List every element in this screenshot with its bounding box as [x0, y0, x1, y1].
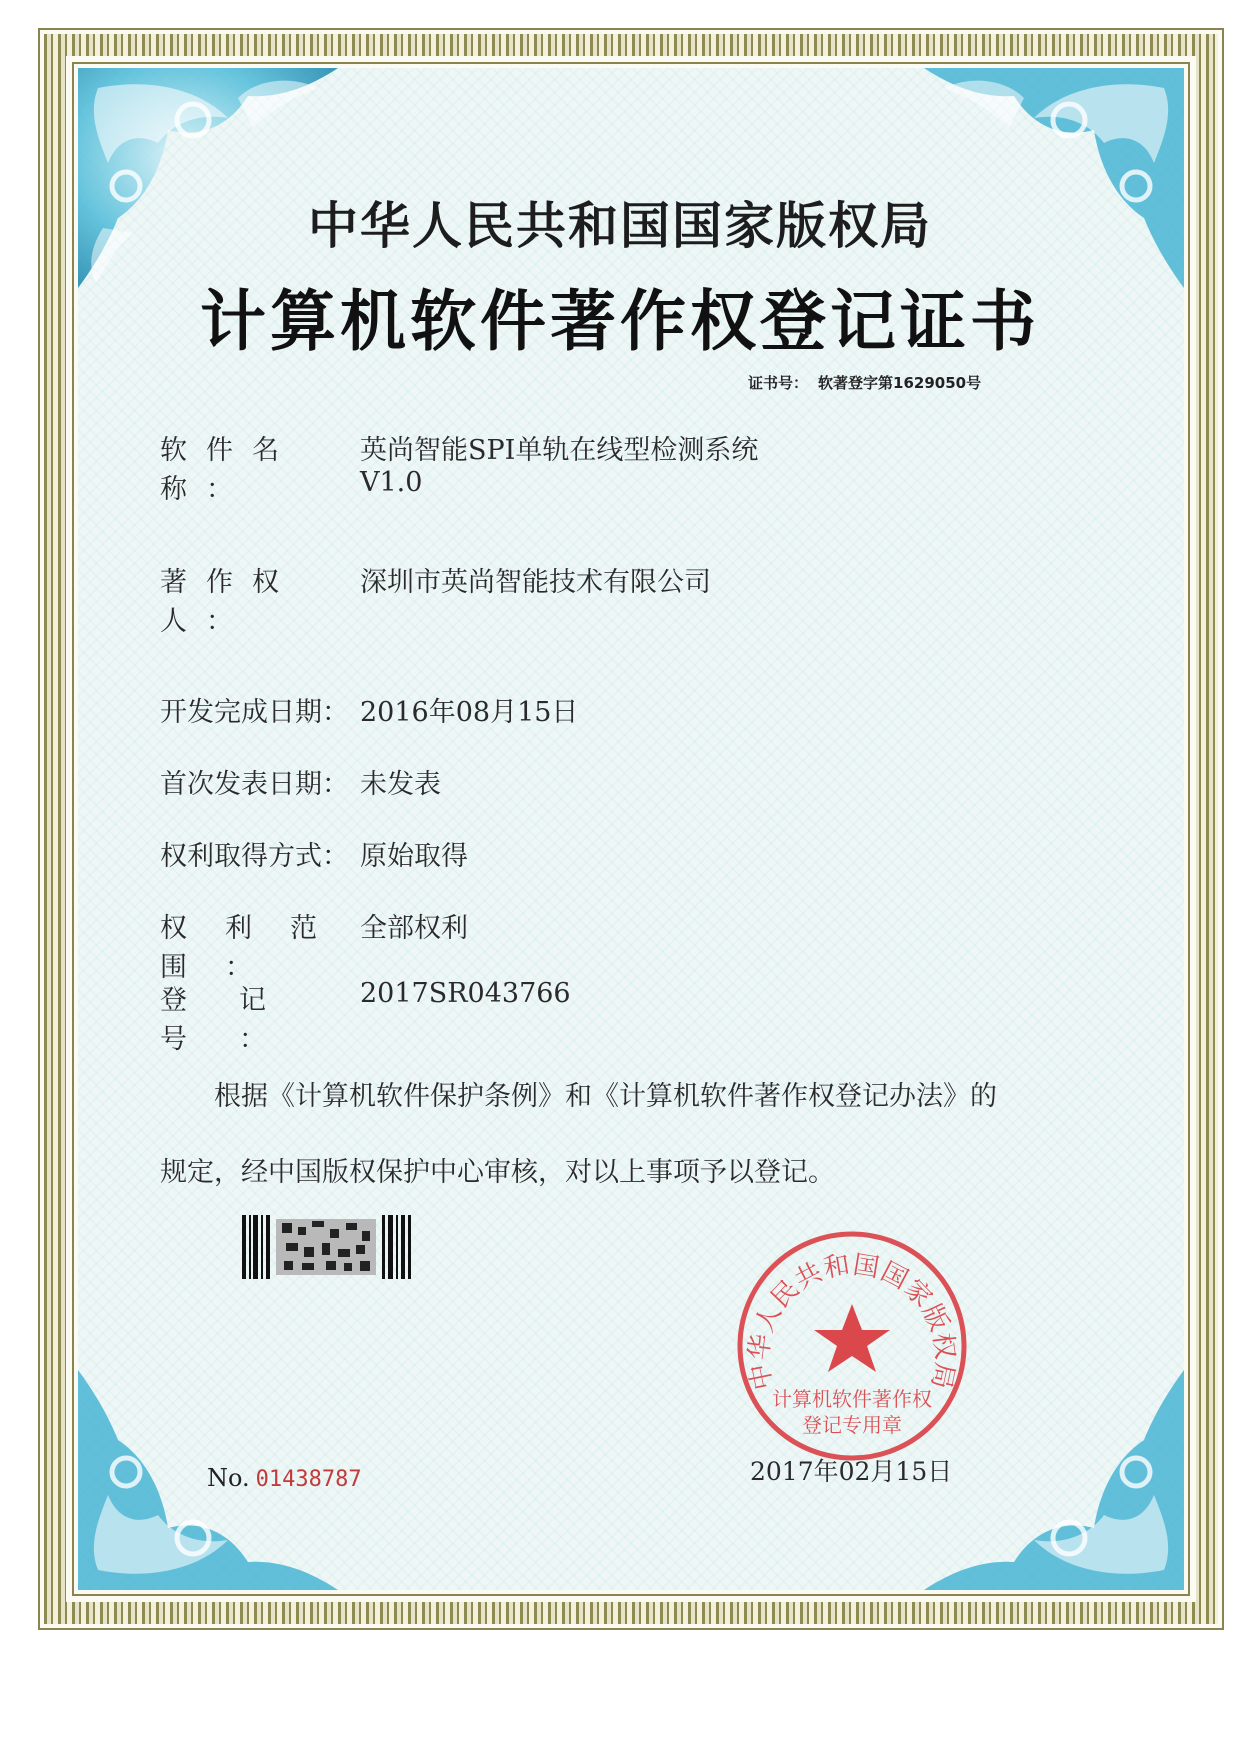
serial-number-label: No.	[207, 1464, 250, 1492]
field-label: 开发完成日期：	[160, 697, 349, 728]
field-label: 权利范围：	[160, 913, 355, 983]
serial-number-value: 01438787	[255, 1467, 362, 1492]
field-value: 全部权利	[360, 913, 468, 944]
seal-ring-text: 中华人民共和国国家版权局	[744, 1249, 960, 1393]
field-value	[360, 428, 758, 498]
field-value: 2016年08月15日	[360, 697, 579, 728]
field-label: 权利取得方式：	[160, 841, 349, 872]
issuing-authority: 中华人民共和国国家版权局	[308, 197, 932, 255]
barcode-icon	[242, 1215, 412, 1279]
serial-number	[207, 1464, 362, 1492]
seal-inner-line-1: 计算机软件著作权	[772, 1387, 932, 1411]
field-rights-acquisition	[160, 834, 468, 873]
issue-date: 2017年02月15日	[750, 1457, 953, 1486]
certificate-title: 计算机软件著作权登记证书	[200, 282, 1040, 360]
statement-line-1: 根据《计算机软件保护条例》和《计算机软件著作权登记办法》的	[214, 1081, 997, 1112]
field-completion-date	[160, 690, 578, 729]
field-label: 著作权人：	[160, 567, 298, 637]
field-label: 软件名称：	[160, 435, 298, 505]
field-value: 深圳市英尚智能技术有限公司	[360, 567, 711, 598]
official-seal-icon	[732, 1226, 972, 1466]
field-software-name	[160, 428, 758, 506]
field-label: 登记号：	[160, 985, 318, 1055]
software-version-value: V1.0	[360, 467, 423, 498]
field-copyright-owner	[160, 560, 711, 638]
field-first-publication-date	[160, 762, 441, 801]
software-name-value: 英尚智能SPI单轨在线型检测系统	[360, 435, 759, 466]
field-label: 首次发表日期：	[160, 769, 349, 800]
certificate-number-value: 软著登字第1629050号	[818, 374, 982, 392]
seal-inner-line-2: 登记专用章	[802, 1413, 902, 1437]
field-rights-scope	[160, 906, 468, 984]
statement-line-2: 规定，经中国版权保护中心审核，对以上事项予以登记。	[160, 1157, 835, 1188]
field-value: 2017SR043766	[360, 978, 571, 1009]
certificate-number-label: 证书号：	[748, 374, 809, 392]
field-registration-number	[160, 978, 571, 1056]
field-value: 原始取得	[360, 841, 468, 872]
certificate-number	[748, 372, 981, 393]
field-value: 未发表	[360, 769, 441, 800]
